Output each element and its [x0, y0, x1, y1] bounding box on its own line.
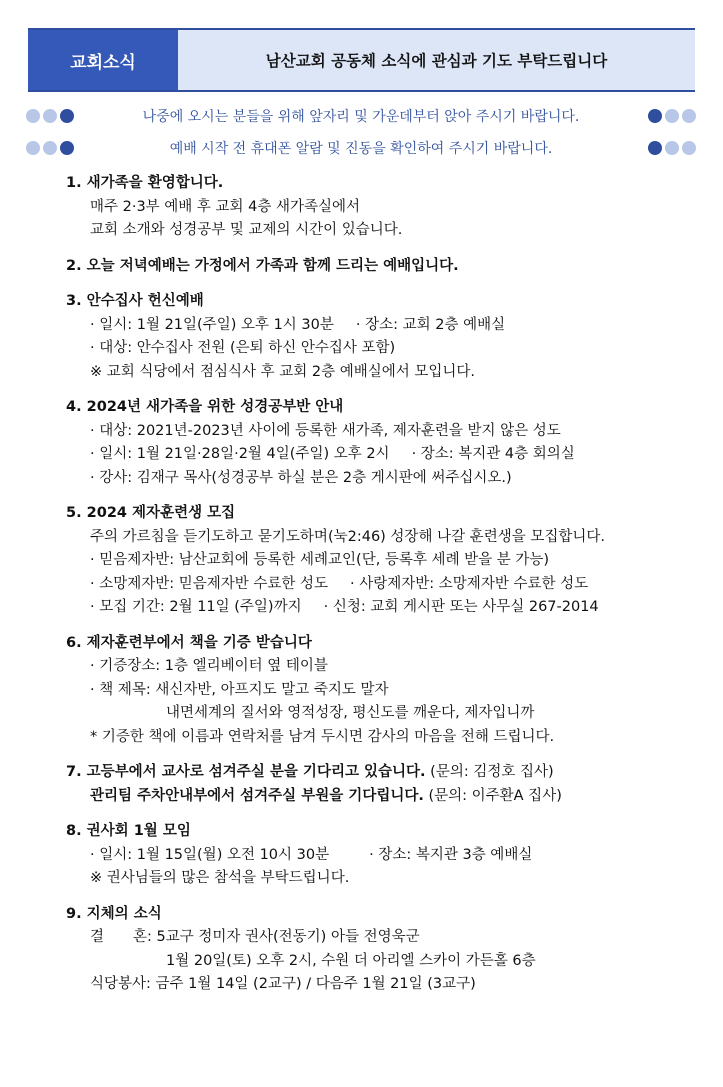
section-title: 8. 권사회 1월 모임: [66, 823, 191, 839]
class-text: · 소망제자반: 믿음제자반 수료한 성도: [90, 575, 329, 592]
section-line: · 강사: 김재구 목사(성경공부 하실 분은 2층 게시판에 써주십시오.): [90, 469, 512, 486]
section-new-family: [66, 172, 706, 243]
place-text: · 장소: 복지관 4층 회의실: [411, 446, 575, 462]
dots-left-icon: [26, 141, 74, 155]
dots-right-icon: [648, 109, 696, 123]
section-member-news: [66, 903, 706, 997]
section-line: · 대상: 안수집사 전원 (은퇴 하신 안수집사 포함): [90, 340, 396, 356]
section-line: ※ 권사님들의 많은 참석을 부탁드립니다.: [90, 870, 350, 886]
dots-right-icon: [648, 141, 696, 155]
section-title: 2. 오늘 저녁예배는 가정에서 가족과 함께 드리는 예배입니다.: [66, 257, 459, 274]
place-text: · 장소: 교회 2층 예배실: [355, 316, 506, 333]
section-line: · 대상: 2021년-2023년 사이에 등록한 새가족, 제자훈련을 받지 않은 성도: [90, 422, 561, 439]
section-line: [66, 314, 706, 338]
header-label: 교회소식: [28, 30, 178, 90]
date-text: · 일시: 1월 15일(월) 오전 10시 30분: [90, 846, 330, 863]
contact-text: (문의: 이주환A 집사): [423, 787, 562, 804]
section-line: 교회 소개와 성경공부 및 교제의 시간이 있습니다.: [90, 222, 403, 238]
section-line: * 기증한 책에 이름과 연락처를 남겨 두시면 감사의 마음을 전해 드립니다.: [90, 728, 555, 745]
section-line: 매주 2·3부 예배 후 교회 4층 새가족실에서: [90, 198, 361, 215]
section-line: ※ 교회 식당에서 점심식사 후 교회 2층 예배실에서 모입니다.: [90, 363, 476, 380]
recruit-text: 관리팀 주차안내부에서 섬겨주실 부원을 기다립니다.: [90, 787, 424, 804]
section-title: 4. 2024년 새가족을 위한 성경공부반 안내: [66, 399, 344, 415]
dots-left-icon: [26, 109, 74, 123]
section-line: · 믿음제자반: 남산교회에 등록한 세례교인(단, 등록후 세례 받을 분 가능): [90, 552, 550, 568]
section-line: · 기증장소: 1층 엘리베이터 옆 테이블: [90, 658, 328, 674]
date-text: · 일시: 1월 21일·28일·2월 4일(주일) 오후 2시: [90, 446, 390, 462]
section-line: 식당봉사: 금주 1월 14일 (2교구) / 다음주 1월 21일 (3교구): [90, 976, 476, 992]
section-title: [66, 761, 706, 785]
notice-text: 예배 시작 전 휴대폰 알람 및 진동을 확인하여 주시기 바랍니다.: [169, 141, 553, 157]
notice-row-2: [26, 136, 696, 160]
section-deacon-worship: [66, 290, 706, 384]
notice-text: 나중에 오시는 분들을 위해 앞자리 및 가운데부터 앉아 주시기 바랍니다.: [142, 109, 580, 125]
section-disciple-training: [66, 502, 706, 620]
apply-text: · 신청: 교회 게시판 또는 사무실 267-2014: [323, 599, 599, 615]
section-bible-study: [66, 396, 706, 490]
section-title: 1. 새가족을 환영합니다.: [66, 175, 224, 191]
section-line: [66, 596, 706, 620]
section-title: 9. 지체의 소식: [66, 905, 162, 922]
section-line: [66, 785, 706, 809]
section-line: [66, 573, 706, 597]
news-content: [66, 172, 706, 1009]
section-evening-worship: [66, 255, 706, 279]
section-line: [66, 844, 706, 868]
section-deaconess-meeting: [66, 820, 706, 891]
header-title: 남산교회 공동체 소식에 관심과 기도 부탁드립니다: [178, 30, 695, 90]
section-line: 결 혼: 5교구 정미자 권사(전동기) 아들 전영욱군: [90, 929, 420, 945]
section-line: 주의 가르침을 듣기도하고 묻기도하며(눅2:46) 성장해 나갈 훈련생을 모집합니다.: [90, 528, 605, 545]
header-banner: [28, 28, 695, 92]
section-title: 6. 제자훈련부에서 책을 기증 받습니다: [66, 634, 312, 651]
notice-row-1: [26, 104, 696, 128]
date-text: · 일시: 1월 21일(주일) 오후 1시 30분: [90, 316, 334, 333]
recruit-text: 7. 고등부에서 교사로 섬겨주실 분을 기다리고 있습니다.: [66, 764, 426, 780]
section-book-donation: [66, 632, 706, 750]
section-title: 5. 2024 제자훈련생 모집: [66, 505, 236, 521]
section-line: · 책 제목: 새신자반, 아프지도 말고 죽지도 말자: [90, 681, 389, 698]
section-title: 3. 안수집사 헌신예배: [66, 293, 204, 309]
place-text: · 장소: 복지관 3층 예배실: [369, 846, 533, 863]
section-line: [66, 443, 706, 467]
contact-text: (문의: 김정호 집사): [425, 764, 554, 780]
class-text: · 사랑제자반: 소망제자반 수료한 성도: [350, 575, 589, 592]
section-line: 1월 20일(토) 오후 2시, 수원 더 아리엘 스카이 가든홀 6층: [166, 952, 536, 969]
period-text: · 모집 기간: 2월 11일 (주일)까지: [90, 599, 302, 615]
section-volunteers: [66, 761, 706, 808]
section-line: 내면세계의 질서와 영적성장, 평신도를 깨운다, 제자입니까: [166, 705, 535, 721]
